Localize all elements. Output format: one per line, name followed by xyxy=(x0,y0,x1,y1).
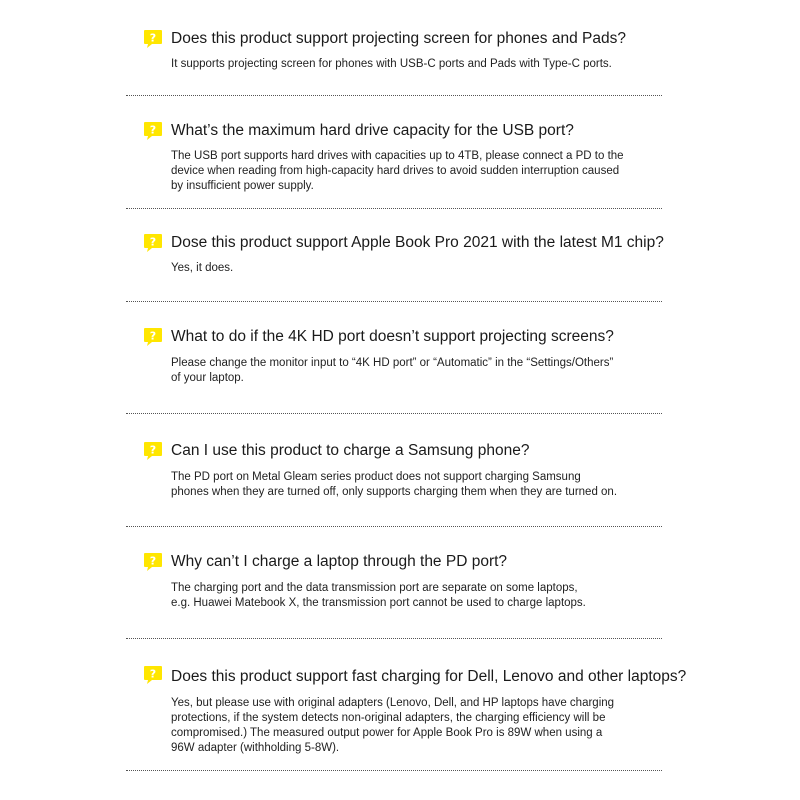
question-bubble-icon xyxy=(143,233,163,253)
faq-question: Why can’t I charge a laptop through the PD port? xyxy=(171,553,508,570)
faq-answer xyxy=(171,470,671,500)
svg-text:?: ? xyxy=(149,329,157,343)
question-bubble-icon xyxy=(143,441,163,461)
answer-line: 96W adapter (withholding 5-8W). xyxy=(171,742,340,754)
question-bubble-icon xyxy=(143,665,163,685)
svg-text:?: ? xyxy=(149,31,157,45)
dotted-divider xyxy=(126,526,662,527)
faq-answer xyxy=(171,261,671,276)
faq-answer xyxy=(171,696,671,756)
answer-line: The USB port supports hard drives with capacities up to 4TB, please connect a PD to the xyxy=(171,150,624,162)
faq-question: What’s the maximum hard drive capacity for the USB port? xyxy=(171,122,574,139)
answer-line: Please change the monitor input to “4K HD port” or “Automatic” in the “Settings/Others” xyxy=(171,357,614,369)
faq-question: Does this product support fast charging for Dell, Lenovo and other laptops? xyxy=(171,668,687,685)
question-bubble-icon xyxy=(143,327,163,347)
dotted-divider xyxy=(126,301,662,302)
question-bubble-icon xyxy=(143,121,163,141)
faq-question: Can I use this product to charge a Samsung phone? xyxy=(171,442,530,459)
faq-question: What to do if the 4K HD port doesn’t support projecting screens? xyxy=(171,328,614,345)
dotted-divider xyxy=(126,95,662,96)
faq-question: Does this product support projecting screen for phones and Pads? xyxy=(171,30,626,47)
dotted-divider xyxy=(126,770,662,771)
answer-line: It supports projecting screen for phones with USB-C ports and Pads with Type-C ports. xyxy=(171,58,612,70)
faq-answer xyxy=(171,149,671,194)
answer-line: device when reading from high-capacity hard drives to avoid sudden interruption caused xyxy=(171,165,620,177)
faq-answer xyxy=(171,581,671,611)
question-bubble-icon xyxy=(143,552,163,572)
answer-line: protections, if the system detects non-original adapters, the charging efficiency will be xyxy=(171,712,606,724)
answer-line: Yes, it does. xyxy=(171,262,234,274)
faq-answer xyxy=(171,356,671,386)
svg-text:?: ? xyxy=(149,554,157,568)
faq-question: Dose this product support Apple Book Pro 2021 with the latest M1 chip? xyxy=(171,234,664,251)
answer-line: phones when they are turned off, only supports charging them when they are turned on. xyxy=(171,486,618,498)
svg-text:?: ? xyxy=(149,667,157,681)
dotted-divider xyxy=(126,413,662,414)
answer-line: compromised.) The measured output power for Apple Book Pro is 89W when using a xyxy=(171,727,603,739)
answer-line: of your laptop. xyxy=(171,372,244,384)
question-bubble-icon xyxy=(143,29,163,49)
svg-text:?: ? xyxy=(149,235,157,249)
answer-line: The PD port on Metal Gleam series product does not support charging Samsung xyxy=(171,471,581,483)
faq-answer xyxy=(171,57,671,72)
answer-line: Yes, but please use with original adapters (Lenovo, Dell, and HP laptops have charging xyxy=(171,697,615,709)
answer-line: by insufficient power supply. xyxy=(171,180,314,192)
svg-text:?: ? xyxy=(149,123,157,137)
answer-line: e.g. Huawei Matebook X, the transmission port cannot be used to charge laptops. xyxy=(171,597,586,609)
svg-text:?: ? xyxy=(149,443,157,457)
dotted-divider xyxy=(126,638,662,639)
dotted-divider xyxy=(126,208,662,209)
answer-line: The charging port and the data transmission port are separate on some laptops, xyxy=(171,582,578,594)
